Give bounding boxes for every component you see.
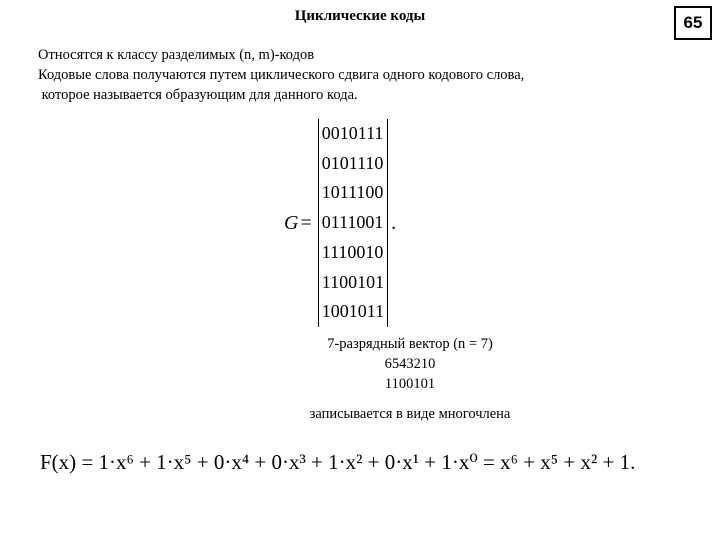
polynomial-caption: записывается в виде многочлена	[309, 406, 511, 422]
vector-positions: 6543210	[384, 356, 436, 372]
matrix-row: 1001011	[321, 301, 385, 322]
intro-line-1: Относятся к классу разделимых (n, m)-кодов	[38, 47, 315, 63]
matrix-terminator: .	[391, 211, 397, 234]
matrix-row: 1110010	[321, 241, 384, 262]
matrix-equals-sign: =	[300, 211, 312, 234]
slide-title: Циклические коды	[294, 8, 426, 24]
polynomial-formula: F(x) = 1·x⁶ + 1·x⁵ + 0·x⁴ + 0·x³ + 1·x² + 0·x¹ + 1·x⁰ = x⁶ + x⁵ + x² + 1.	[40, 450, 636, 474]
matrix-row: 1100101	[321, 271, 385, 292]
matrix-row: 0010111	[321, 123, 384, 143]
vector-value: 1100101	[384, 376, 436, 392]
intro-line-2: Кодовые слова получаются путем циклического сдвига одного кодового слова,	[38, 67, 525, 83]
vector-caption: 7-разрядный вектор (n = 7)	[327, 336, 493, 352]
matrix-row: 0101110	[321, 152, 384, 173]
intro-line-3: которое называется образующим для данного кода.	[38, 87, 358, 103]
page-number-badge: 65	[674, 6, 712, 40]
matrix-row: 0111001	[321, 212, 384, 233]
generator-matrix	[284, 119, 396, 327]
vector-example	[0, 334, 720, 394]
intro-text	[38, 45, 524, 105]
matrix-name: G	[284, 211, 299, 234]
matrix-body	[318, 119, 388, 327]
matrix-row: 1011100	[321, 182, 384, 203]
